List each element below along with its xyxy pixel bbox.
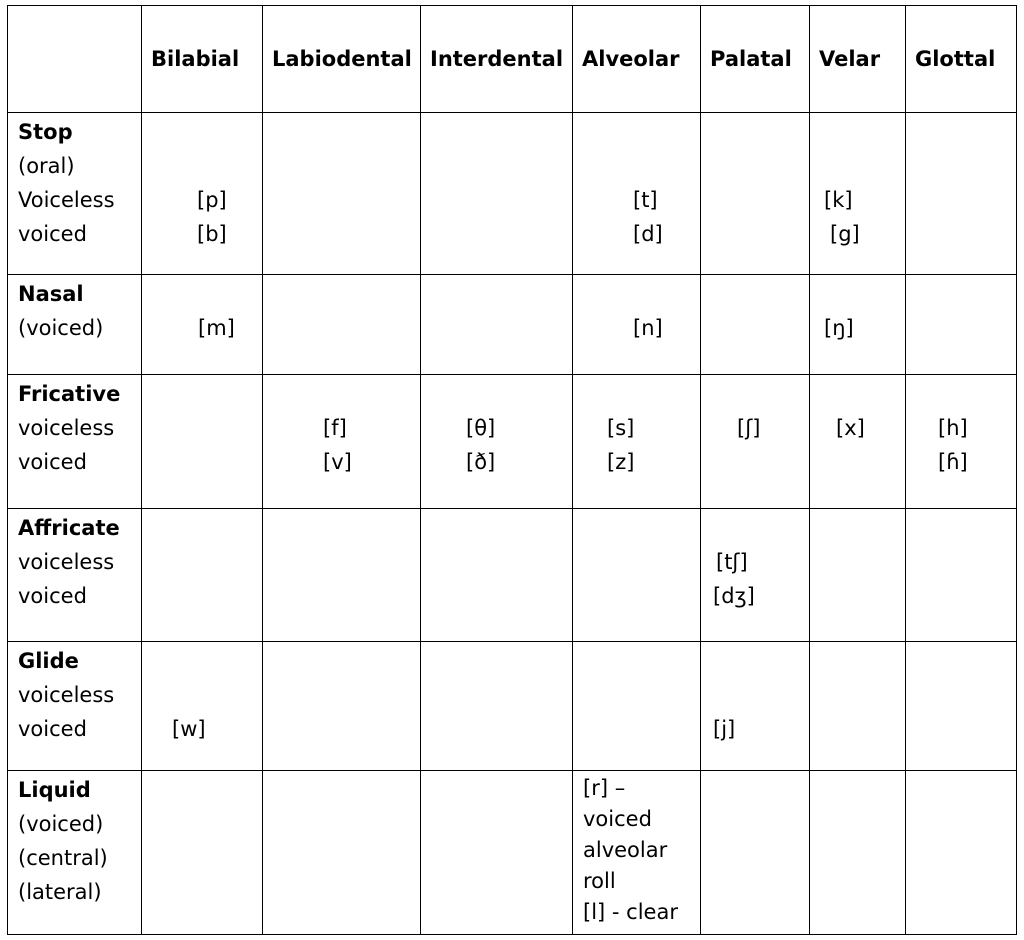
col-header-bilabial: Bilabial bbox=[142, 6, 263, 113]
cell-glide-alveolar bbox=[573, 642, 701, 771]
cell-liquid-interdental bbox=[421, 771, 573, 935]
col-header-palatal: Palatal bbox=[701, 6, 810, 113]
col-header-alveolar: Alveolar bbox=[573, 6, 701, 113]
col-header-velar: Velar bbox=[810, 6, 906, 113]
cell-glide-interdental bbox=[421, 642, 573, 771]
cell-liquid-palatal bbox=[701, 771, 810, 935]
cell-glide-bilabial: [w] bbox=[142, 642, 263, 771]
cell-fricative-bilabial bbox=[142, 375, 263, 509]
cell-stop-glottal bbox=[906, 113, 1017, 275]
cell-nasal-velar: [ŋ] bbox=[810, 275, 906, 375]
cell-affricate-labiodental bbox=[263, 509, 421, 642]
cell-nasal-interdental bbox=[421, 275, 573, 375]
cell-nasal-glottal bbox=[906, 275, 1017, 375]
row-header-fricative: Fricative voiceless voiced bbox=[8, 375, 142, 509]
cell-stop-bilabial: [p] [b] bbox=[142, 113, 263, 275]
row-header-stop: Stop (oral) Voiceless voiced bbox=[8, 113, 142, 275]
row-header-glide: Glide voiceless voiced bbox=[8, 642, 142, 771]
cell-affricate-palatal: [tʃ] [dʒ] bbox=[701, 509, 810, 642]
cell-stop-alveolar: [t] [d] bbox=[573, 113, 701, 275]
col-header-interdental: Interdental bbox=[421, 6, 573, 113]
cell-stop-interdental bbox=[421, 113, 573, 275]
cell-liquid-velar bbox=[810, 771, 906, 935]
col-header-glottal: Glottal bbox=[906, 6, 1017, 113]
cell-liquid-labiodental bbox=[263, 771, 421, 935]
cell-fricative-velar: [x] bbox=[810, 375, 906, 509]
cell-liquid-alveolar: [r] – voiced alveolar roll [l] - clear bbox=[573, 771, 701, 935]
row-header-nasal: Nasal (voiced) bbox=[8, 275, 142, 375]
cell-glide-labiodental bbox=[263, 642, 421, 771]
cell-stop-labiodental bbox=[263, 113, 421, 275]
cell-fricative-interdental: [θ] [ð] bbox=[421, 375, 573, 509]
row-fricative bbox=[8, 375, 1017, 509]
cell-fricative-alveolar: [s] [z] bbox=[573, 375, 701, 509]
cell-affricate-alveolar bbox=[573, 509, 701, 642]
corner-cell bbox=[8, 6, 142, 113]
row-header-affricate: Affricate voiceless voiced bbox=[8, 509, 142, 642]
row-nasal bbox=[8, 275, 1017, 375]
cell-stop-velar: [k] [g] bbox=[810, 113, 906, 275]
cell-fricative-glottal: [h] [ɦ] bbox=[906, 375, 1017, 509]
row-glide bbox=[8, 642, 1017, 771]
cell-glide-velar bbox=[810, 642, 906, 771]
col-header-labiodental: Labiodental bbox=[263, 6, 421, 113]
cell-liquid-glottal bbox=[906, 771, 1017, 935]
consonant-chart bbox=[7, 5, 1017, 935]
cell-nasal-alveolar: [n] bbox=[573, 275, 701, 375]
cell-nasal-bilabial: [m] bbox=[142, 275, 263, 375]
cell-affricate-velar bbox=[810, 509, 906, 642]
row-liquid bbox=[8, 771, 1017, 935]
header-row bbox=[8, 6, 1017, 113]
row-stop bbox=[8, 113, 1017, 275]
cell-nasal-labiodental bbox=[263, 275, 421, 375]
cell-affricate-glottal bbox=[906, 509, 1017, 642]
cell-glide-palatal: [j] bbox=[701, 642, 810, 771]
cell-affricate-bilabial bbox=[142, 509, 263, 642]
row-affricate bbox=[8, 509, 1017, 642]
cell-nasal-palatal bbox=[701, 275, 810, 375]
cell-glide-glottal bbox=[906, 642, 1017, 771]
cell-stop-palatal bbox=[701, 113, 810, 275]
cell-fricative-palatal: [ʃ] bbox=[701, 375, 810, 509]
cell-liquid-bilabial bbox=[142, 771, 263, 935]
row-header-liquid: Liquid (voiced) (central) (lateral) bbox=[8, 771, 142, 935]
cell-affricate-interdental bbox=[421, 509, 573, 642]
cell-fricative-labiodental: [f] [v] bbox=[263, 375, 421, 509]
